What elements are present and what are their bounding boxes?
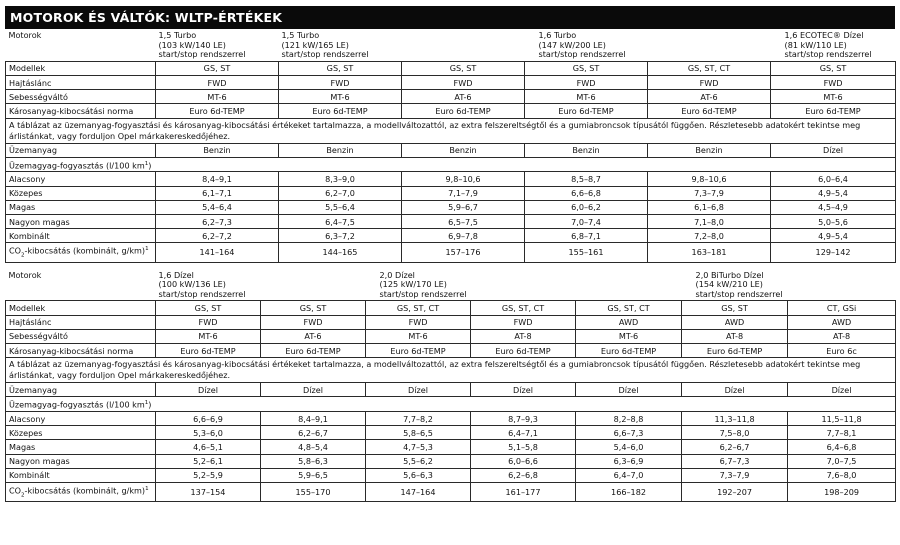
table-cell: 6,5–7,5 xyxy=(402,214,525,228)
table-cell: 163–181 xyxy=(648,243,771,262)
table-row xyxy=(6,214,896,228)
table-cell: GS, ST, CT xyxy=(471,301,576,315)
table-cell: 4,5–4,9 xyxy=(771,200,896,214)
table-cell: GS, ST xyxy=(682,301,788,315)
table-cell: 6,1–7,1 xyxy=(156,186,279,200)
table-cell: 6,2–7,0 xyxy=(279,186,402,200)
table-cell: Dízel xyxy=(156,383,261,397)
row-label-kombinalt: Kombinált xyxy=(6,229,156,243)
row-label-co2: $CO_2$-kibocsátás (kombinált, g/km)$^1$ xyxy=(6,243,156,262)
table-cell: 6,4–7,0 xyxy=(576,468,682,482)
table-cell: 6,2–7,2 xyxy=(156,229,279,243)
table-cell: 6,2–6,7 xyxy=(682,440,788,454)
table-cell: FWD xyxy=(279,75,402,89)
table-cell: 192–207 xyxy=(682,482,788,501)
table-cell: 6,3–6,9 xyxy=(576,454,682,468)
table-cell: Euro 6d-TEMP xyxy=(156,104,279,118)
table-row xyxy=(6,343,896,357)
table-cell: FWD xyxy=(648,75,771,89)
table-cell: 166–182 xyxy=(576,482,682,501)
table-cell: Dízel xyxy=(471,383,576,397)
table-cell: 144–165 xyxy=(279,243,402,262)
page-title: MOTOROK ÉS VÁLTÓK: WLTP-ÉRTÉKEK xyxy=(5,6,895,29)
engine-header: 1,6 ECOTEC® Dízel (81 kW/110 LE) start/stop rendszerrel xyxy=(784,30,872,60)
section-header-fogyasztas: Üzemagyag-fogyasztás (l/100 $km^1$) xyxy=(6,397,896,412)
table-row xyxy=(6,482,896,501)
table-cell: GS, ST, CT xyxy=(648,61,771,75)
footnote-text: A táblázat az üzemanyag-fogyasztási és károsanyag-kibocsátási értékeket tartalmazza, a modellváltozattól, az extra felszereltségtől és a gumiabroncsok típusától függően. Részletesebb adatokért tekintse meg árlistánkat, vagy forduljon Opel márkakereskedőjéhez. xyxy=(6,358,896,383)
table-cell: Euro 6d-TEMP xyxy=(471,343,576,357)
table-cell: 7,1–7,9 xyxy=(402,186,525,200)
table-cell: 7,7–8,2 xyxy=(366,412,471,426)
table-cell: 7,3–7,9 xyxy=(682,468,788,482)
table-cell: FWD xyxy=(156,315,261,329)
table-cell: MT-6 xyxy=(771,90,896,104)
table-cell: MT-6 xyxy=(156,329,261,343)
table-cell: AT-6 xyxy=(402,90,525,104)
table-cell: GS, ST xyxy=(771,61,896,75)
table-cell: AT-6 xyxy=(261,329,366,343)
table-cell: FWD xyxy=(156,75,279,89)
table-cell: 5,5–6,4 xyxy=(279,200,402,214)
section-row xyxy=(6,397,896,412)
table-row xyxy=(6,200,896,214)
table-cell: 6,1–6,8 xyxy=(648,200,771,214)
table-cell: 4,8–5,4 xyxy=(261,440,366,454)
table-cell: 6,9–7,8 xyxy=(402,229,525,243)
table-row xyxy=(6,329,896,343)
row-label-modellek: Modellek xyxy=(6,61,156,75)
table-row xyxy=(6,454,896,468)
table-cell: Dízel xyxy=(788,383,896,397)
table-cell: 6,4–7,5 xyxy=(279,214,402,228)
table-cell: 5,1–5,8 xyxy=(471,440,576,454)
row-label-co2: $CO_2$-kibocsátás (kombinált, g/km)$^1$ xyxy=(6,482,156,501)
table-cell: Dízel xyxy=(366,383,471,397)
table-cell: MT-6 xyxy=(525,90,648,104)
table-cell: 141–164 xyxy=(156,243,279,262)
table-cell: 7,5–8,0 xyxy=(682,426,788,440)
table-cell: 6,2–7,3 xyxy=(156,214,279,228)
table-cell: Dízel xyxy=(771,143,896,157)
table-cell: 7,2–8,0 xyxy=(648,229,771,243)
table-cell: GS, ST xyxy=(261,301,366,315)
table-cell: AWD xyxy=(788,315,896,329)
table-cell: Benzin xyxy=(648,143,771,157)
table-cell: Dízel xyxy=(682,383,788,397)
table-cell: 5,8–6,5 xyxy=(366,426,471,440)
table-cell: AT-8 xyxy=(788,329,896,343)
table-cell: GS, ST xyxy=(279,61,402,75)
table-row xyxy=(6,301,896,315)
table-cell: 6,4–6,8 xyxy=(788,440,896,454)
table-cell: 5,9–6,7 xyxy=(402,200,525,214)
table-cell: 157–176 xyxy=(402,243,525,262)
table-cell: 7,0–7,4 xyxy=(525,214,648,228)
table-cell: FWD xyxy=(471,315,576,329)
table-cell: Euro 6d-TEMP xyxy=(261,343,366,357)
table-cell: 6,8–7,1 xyxy=(525,229,648,243)
table-cell: 9,8–10,6 xyxy=(648,172,771,186)
table-cell: Euro 6c xyxy=(788,343,896,357)
table-cell: 161–177 xyxy=(471,482,576,501)
table-cell: 8,5–8,7 xyxy=(525,172,648,186)
table-cell: Euro 6d-TEMP xyxy=(279,104,402,118)
table-row xyxy=(6,229,896,243)
table-cell: MT-6 xyxy=(366,329,471,343)
table-row xyxy=(6,90,896,104)
table-cell: FWD xyxy=(366,315,471,329)
table-cell: AT-8 xyxy=(471,329,576,343)
table-cell: 6,7–7,3 xyxy=(682,454,788,468)
row-label-norma: Károsanyag-kibocsátási norma xyxy=(6,343,156,357)
table-cell: 7,7–8,1 xyxy=(788,426,896,440)
table-cell: MT-6 xyxy=(576,329,682,343)
table-cell: 6,6–7,3 xyxy=(576,426,682,440)
table-row xyxy=(6,61,896,75)
table-row xyxy=(6,383,896,397)
row-label-nagyon-magas: Nagyon magas xyxy=(6,214,156,228)
table-row xyxy=(6,468,896,482)
wltp-table-diesel xyxy=(5,269,896,503)
table-cell: 129–142 xyxy=(771,243,896,262)
table-cell: GS, ST xyxy=(525,61,648,75)
table-cell: 6,2–6,7 xyxy=(261,426,366,440)
table-cell: 198–209 xyxy=(788,482,896,501)
table-cell: Benzin xyxy=(279,143,402,157)
table-cell: GS, ST xyxy=(156,301,261,315)
table-cell: GS, ST, CT xyxy=(576,301,682,315)
engine-header: 1,5 Turbo (103 kW/140 LE) start/stop rendszerrel xyxy=(158,30,246,60)
table-cell: 11,5–11,8 xyxy=(788,412,896,426)
table-cell: AWD xyxy=(682,315,788,329)
table-cell: Dízel xyxy=(576,383,682,397)
table-cell: FWD xyxy=(261,315,366,329)
row-label-magas: Magas xyxy=(6,200,156,214)
table-row xyxy=(6,104,896,118)
engine-header: 2,0 Dízel (125 kW/170 LE) start/stop rendszerrel xyxy=(379,269,467,299)
table-cell: Euro 6d-TEMP xyxy=(402,104,525,118)
note-row xyxy=(6,118,896,143)
row-label-kozepes: Közepes xyxy=(6,186,156,200)
table-cell: 9,8–10,6 xyxy=(402,172,525,186)
note-row xyxy=(6,358,896,383)
table-row xyxy=(6,186,896,200)
engine-header: 1,6 Turbo (147 kW/200 LE) start/stop rendszerrel xyxy=(538,30,626,60)
row-label-sebessegvalto: Sebességváltó xyxy=(6,329,156,343)
table-cell: 8,3–9,0 xyxy=(279,172,402,186)
table-cell: MT-6 xyxy=(279,90,402,104)
table-cell: 6,0–6,4 xyxy=(771,172,896,186)
table-cell: 137–154 xyxy=(156,482,261,501)
table-cell: 8,4–9,1 xyxy=(261,412,366,426)
table-cell: 5,9–6,5 xyxy=(261,468,366,482)
engine-header: 1,6 Dízel (100 kW/136 LE) start/stop rendszerrel xyxy=(158,269,246,299)
table-cell: 6,6–6,9 xyxy=(156,412,261,426)
page xyxy=(5,0,895,502)
table-cell: GS, ST xyxy=(156,61,279,75)
table-row xyxy=(6,243,896,262)
table-cell: FWD xyxy=(771,75,896,89)
table-cell: 7,0–7,5 xyxy=(788,454,896,468)
row-label-hajtaslanc: Hajtáslánc xyxy=(6,315,156,329)
table-cell: GS, ST xyxy=(402,61,525,75)
table-cell: 5,4–6,4 xyxy=(156,200,279,214)
table-cell: Euro 6d-TEMP xyxy=(156,343,261,357)
row-label-kozepes: Közepes xyxy=(6,426,156,440)
table-cell: CT, GSi xyxy=(788,301,896,315)
table-cell: 5,2–5,9 xyxy=(156,468,261,482)
engine-header: 2,0 BiTurbo Dízel (154 kW/210 LE) start/stop rendszerrel xyxy=(695,269,783,299)
table-cell: 11,3–11,8 xyxy=(682,412,788,426)
table-cell: 5,2–6,1 xyxy=(156,454,261,468)
table-cell: 6,0–6,6 xyxy=(471,454,576,468)
table-cell: 4,7–5,3 xyxy=(366,440,471,454)
engine-row xyxy=(6,29,896,61)
row-label-alacsony: Alacsony xyxy=(6,412,156,426)
table-row xyxy=(6,143,896,157)
table-cell: 6,0–6,2 xyxy=(525,200,648,214)
table-cell: 6,2–6,8 xyxy=(471,468,576,482)
table-cell: FWD xyxy=(525,75,648,89)
wltp-table-petrol xyxy=(5,29,896,263)
row-label-kombinalt: Kombinált xyxy=(6,468,156,482)
table-cell: 6,6–6,8 xyxy=(525,186,648,200)
table-cell: 4,9–5,4 xyxy=(771,186,896,200)
table-cell: 6,3–7,2 xyxy=(279,229,402,243)
engine-row xyxy=(6,269,896,301)
row-label-hajtaslanc: Hajtáslánc xyxy=(6,75,156,89)
table-row xyxy=(6,412,896,426)
table-cell: 5,3–6,0 xyxy=(156,426,261,440)
row-label-uzemanyag: Üzemanyag xyxy=(6,383,156,397)
table-row xyxy=(6,440,896,454)
table-cell: 4,9–5,4 xyxy=(771,229,896,243)
table-cell: 7,3–7,9 xyxy=(648,186,771,200)
table-cell: 4,6–5,1 xyxy=(156,440,261,454)
footnote-text: A táblázat az üzemanyag-fogyasztási és károsanyag-kibocsátási értékeket tartalmazza, a modellváltozattól, az extra felszereltségtől és a gumiabroncsok típusától függően. Részletesebb adatokért tekintse meg árlistánkat, vagy forduljon Opel márkakereskedőjéhez. xyxy=(6,118,896,143)
table-cell: 5,4–6,0 xyxy=(576,440,682,454)
engine-header: 1,5 Turbo (121 kW/165 LE) start/stop rendszerrel xyxy=(281,30,369,60)
table-cell: Benzin xyxy=(156,143,279,157)
table-cell: Euro 6d-TEMP xyxy=(682,343,788,357)
table-cell: Euro 6d-TEMP xyxy=(366,343,471,357)
table-cell: Euro 6d-TEMP xyxy=(525,104,648,118)
table-row xyxy=(6,426,896,440)
row-label-motorok: Motorok xyxy=(8,269,42,280)
row-label-motorok: Motorok xyxy=(8,30,42,40)
table-cell: 8,7–9,3 xyxy=(471,412,576,426)
table-cell: MT-6 xyxy=(156,90,279,104)
table-cell: 7,1–8,0 xyxy=(648,214,771,228)
table-cell: 5,5–6,2 xyxy=(366,454,471,468)
table-cell: 5,6–6,3 xyxy=(366,468,471,482)
table-cell: AWD xyxy=(576,315,682,329)
table-cell: AT-6 xyxy=(648,90,771,104)
table-cell: 155–170 xyxy=(261,482,366,501)
table-cell: 155–161 xyxy=(525,243,648,262)
row-label-magas: Magas xyxy=(6,440,156,454)
table-cell: 7,6–8,0 xyxy=(788,468,896,482)
table-cell: 8,2–8,8 xyxy=(576,412,682,426)
table-row xyxy=(6,315,896,329)
table-row xyxy=(6,75,896,89)
table-cell: AT-8 xyxy=(682,329,788,343)
table-cell: 5,0–5,6 xyxy=(771,214,896,228)
table-cell: Euro 6d-TEMP xyxy=(771,104,896,118)
table-cell: FWD xyxy=(402,75,525,89)
table-row xyxy=(6,172,896,186)
table-cell: GS, ST, CT xyxy=(366,301,471,315)
row-label-modellek: Modellek xyxy=(6,301,156,315)
table-cell: 5,8–6,3 xyxy=(261,454,366,468)
row-label-alacsony: Alacsony xyxy=(6,172,156,186)
table-cell: 6,4–7,1 xyxy=(471,426,576,440)
table-cell: Dízel xyxy=(261,383,366,397)
row-label-norma: Károsanyag-kibocsátási norma xyxy=(6,104,156,118)
table-cell: Euro 6d-TEMP xyxy=(648,104,771,118)
table-cell: Euro 6d-TEMP xyxy=(576,343,682,357)
table-cell: 147–164 xyxy=(366,482,471,501)
table-cell: 8,4–9,1 xyxy=(156,172,279,186)
row-label-uzemanyag: Üzemanyag xyxy=(6,143,156,157)
row-label-sebessegvalto: Sebességváltó xyxy=(6,90,156,104)
table-cell: Benzin xyxy=(402,143,525,157)
section-row xyxy=(6,157,896,172)
table-cell: Benzin xyxy=(525,143,648,157)
section-header-fogyasztas: Üzemagyag-fogyasztás (l/100 $km^1$) xyxy=(6,157,896,172)
row-label-nagyon-magas: Nagyon magas xyxy=(6,454,156,468)
